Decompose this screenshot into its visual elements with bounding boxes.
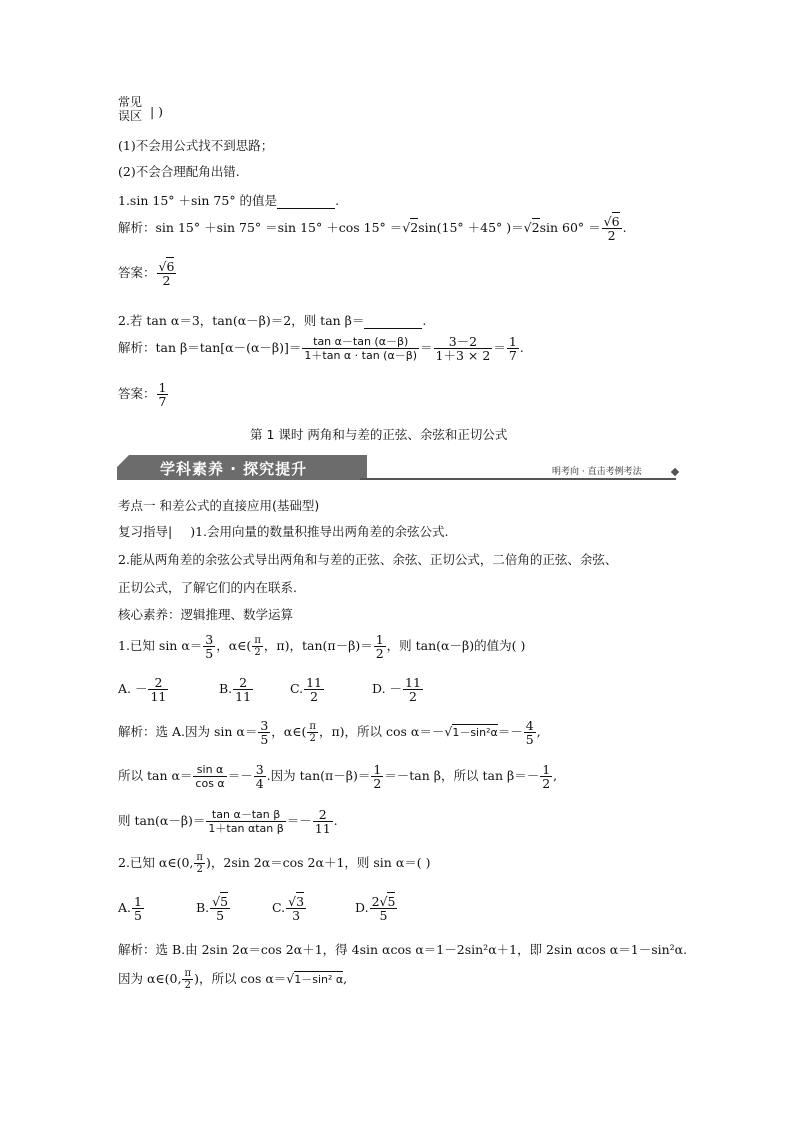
fraction bbox=[403, 676, 423, 703]
review-line-3: 正切公式，了解它们的内在联系. bbox=[118, 580, 297, 595]
text: 因为 α∈(0, bbox=[118, 971, 182, 986]
numerator: 1 bbox=[375, 632, 384, 647]
fraction bbox=[540, 763, 552, 790]
q2-end: . bbox=[422, 313, 427, 328]
fraction bbox=[507, 335, 519, 362]
denominator: 2 bbox=[184, 980, 191, 991]
fraction bbox=[182, 968, 193, 991]
denominator: 1＋tan α · tan (α－β) bbox=[304, 349, 418, 362]
option-label: C. bbox=[272, 900, 286, 915]
option-label: B. bbox=[196, 900, 210, 915]
text: )，所以 cos α＝ bbox=[194, 971, 287, 986]
review-label: 复习指导| bbox=[118, 524, 173, 539]
banner-subtitle: 明考向 · 直击考例考法 bbox=[552, 467, 642, 477]
q2-question bbox=[118, 311, 426, 329]
p1-option-b[interactable] bbox=[219, 676, 254, 703]
numerator: sin α bbox=[193, 763, 226, 777]
denominator: 3 bbox=[292, 908, 301, 923]
text: ＝－ bbox=[286, 813, 312, 828]
denominator: 11 bbox=[235, 689, 252, 704]
numerator: 1 bbox=[158, 380, 167, 395]
numerator: 11 bbox=[405, 675, 421, 690]
equals: ＝ bbox=[420, 340, 433, 355]
text: ，α∈( bbox=[271, 724, 307, 739]
numerator: tan α－tan β bbox=[206, 808, 285, 822]
fraction bbox=[157, 381, 169, 408]
text: )，2sin 2α＝cos 2α＋1，则 sin α＝( ) bbox=[205, 855, 431, 870]
core-competence: 核心素养：逻辑推理、数学运算 bbox=[118, 607, 294, 622]
solution-text: tan β＝tan[α－(α－β)]＝ bbox=[155, 340, 302, 355]
denominator: 5 bbox=[260, 732, 269, 747]
section-heading: 考点一 和差公式的直接应用(基础型) bbox=[118, 498, 320, 513]
q2-text: 2.若 tan α＝3，tan(α－β)＝2，则 tan β＝ bbox=[118, 313, 365, 328]
fraction bbox=[194, 852, 205, 875]
coefficient: 2 bbox=[371, 894, 380, 909]
option-label: B. bbox=[219, 681, 233, 696]
denominator: 1＋3 × 2 bbox=[435, 348, 491, 363]
fraction bbox=[258, 719, 270, 746]
option-label: C. bbox=[290, 681, 304, 696]
misconception-label bbox=[118, 95, 142, 123]
denominator: 2 bbox=[196, 864, 203, 875]
numerator: 2 bbox=[233, 676, 253, 690]
text: .因为 tan(π－β)＝ bbox=[266, 768, 371, 783]
fraction bbox=[252, 635, 263, 658]
option-label: D. － bbox=[372, 681, 403, 696]
solution-end: . bbox=[622, 220, 627, 235]
numerator: 3 bbox=[255, 762, 264, 777]
numerator: 3－2 bbox=[434, 335, 493, 349]
answer-prefix: 答案： bbox=[118, 386, 156, 401]
numerator: 4 bbox=[525, 718, 534, 733]
lesson-title: 第 1 课时 两角和与差的正弦、余弦和正切公式 bbox=[250, 427, 508, 442]
diamond-icon bbox=[671, 468, 679, 476]
answer-prefix: 答案： bbox=[118, 265, 156, 280]
denominator: cos α bbox=[195, 777, 225, 790]
numerator: π bbox=[254, 635, 261, 646]
denominator: 2 bbox=[254, 647, 261, 658]
review-text: )1.会用向量的数量积推导出两角差的余弦公式. bbox=[190, 524, 449, 539]
numerator: 3 bbox=[296, 894, 305, 909]
fraction bbox=[524, 719, 536, 746]
fraction bbox=[302, 335, 419, 362]
label-top: 常见 bbox=[118, 95, 143, 109]
denominator: 2 bbox=[162, 273, 171, 288]
fraction bbox=[132, 895, 144, 922]
denominator: 5 bbox=[379, 908, 388, 923]
q2-solution bbox=[118, 335, 524, 362]
numerator: 1 bbox=[134, 894, 142, 909]
text: ＝－ bbox=[497, 724, 523, 739]
review-guide bbox=[118, 522, 449, 540]
denominator: 7 bbox=[158, 394, 167, 409]
numerator: π bbox=[196, 852, 203, 863]
text: ，则 tan(α－β)的值为( ) bbox=[386, 638, 526, 653]
denominator: 4 bbox=[255, 776, 264, 791]
p2-option-c[interactable] bbox=[272, 895, 307, 922]
denominator: 2 bbox=[409, 689, 417, 704]
denominator: 5 bbox=[134, 908, 142, 923]
option-label: A. － bbox=[118, 681, 148, 696]
fraction: $\frac{√6}{2}$ bbox=[603, 214, 620, 243]
denominator: 2 bbox=[607, 228, 616, 243]
p1-solution-line-2 bbox=[118, 763, 557, 790]
text: ，π)，所以 cos α＝－ bbox=[318, 724, 445, 739]
denominator: 1＋tan αtan β bbox=[208, 822, 284, 835]
numerator: 5 bbox=[220, 894, 229, 909]
answer-blank bbox=[364, 313, 422, 329]
p1-solution-line-3 bbox=[118, 808, 338, 835]
solution-end: . bbox=[519, 340, 524, 355]
fraction bbox=[254, 763, 266, 790]
p2-solution-line-1: 解析：选 B.由 2sin 2α＝cos 2α＋1，得 4sin αcos α＝1－2sin²α＋1，即 2sin αcos α＝1－sin²α. bbox=[118, 942, 688, 957]
label-bottom: 误区 bbox=[118, 109, 143, 123]
denominator: 5 bbox=[205, 646, 214, 661]
denominator: 2 bbox=[310, 689, 319, 704]
text: ，α∈( bbox=[216, 638, 252, 653]
numerator: tan α－tan (α－β) bbox=[302, 335, 419, 349]
p2-option-d[interactable] bbox=[355, 895, 398, 922]
p2-option-a[interactable] bbox=[118, 895, 145, 922]
text: 所以 tan α＝ bbox=[118, 768, 193, 783]
q2-answer bbox=[118, 381, 169, 408]
numerator: 11 bbox=[306, 675, 322, 690]
denominator: 11 bbox=[150, 689, 167, 704]
q1-solution: 解析：sin 15° ＋sin 75° ＝sin 15° ＋cos 15° ＝√2sin(15° ＋45° )＝√2sin 60° ＝ $\frac{√6}{2}$ . bbox=[118, 214, 627, 243]
numerator: 1 bbox=[508, 334, 517, 349]
text: 2.已知 α∈(0, bbox=[118, 855, 194, 870]
numerator: 6 bbox=[166, 259, 175, 274]
option-label: D. bbox=[355, 900, 369, 915]
sqrt-value: 1－sin² α bbox=[294, 973, 344, 986]
text: 1.已知 sin α＝ bbox=[118, 638, 203, 653]
fraction bbox=[313, 808, 333, 835]
p1-solution-line-1: 解析：选 A.因为 sin α＝ $\frac{3}{5}$ ，α∈( $\frac{\pi}{2}$ ，π)，所以 cos α＝－√1－sin²α＝－ $\frac{4}{5}$ , bbox=[118, 718, 541, 747]
numerator: π bbox=[184, 968, 192, 979]
review-line-2: 2.能从两角差的余弦公式导出两角和与差的正弦、余弦、正切公式，二倍角的正弦、余弦、 bbox=[118, 552, 618, 567]
numerator: π bbox=[309, 721, 316, 732]
denominator: 2 bbox=[542, 776, 551, 791]
numerator: 3 bbox=[260, 718, 269, 733]
solution-text: sin 15° ＋sin 75° ＝sin 15° ＋cos 15° ＝ bbox=[155, 220, 403, 235]
fraction: $\frac{√5}{5}$ bbox=[212, 894, 229, 923]
fraction bbox=[206, 808, 285, 835]
fraction: $\frac{√6}{2}$ bbox=[158, 259, 175, 288]
numerator: 3 bbox=[205, 632, 214, 647]
denominator: 5 bbox=[216, 908, 225, 923]
numerator: 2 bbox=[313, 808, 333, 822]
denominator: 11 bbox=[314, 821, 331, 836]
misconception-item-2: (2)不会合理配角出错. bbox=[118, 164, 240, 179]
misconception-item-1: (1)不会用公式找不到思路； bbox=[118, 138, 274, 153]
numerator: 6 bbox=[611, 214, 620, 229]
sqrt-value: 1－sin²α bbox=[452, 726, 498, 739]
p1-option-a[interactable] bbox=[118, 676, 169, 703]
solution-mid2: sin 60° ＝ bbox=[539, 220, 601, 235]
equals: ＝ bbox=[493, 340, 506, 355]
text: ＝－tan β，所以 tan β＝－ bbox=[384, 768, 540, 783]
solution-prefix: 解析： bbox=[118, 220, 156, 235]
fraction: $\frac{2√5}{5}$ bbox=[371, 894, 396, 923]
text: 则 tan(α－β)＝ bbox=[118, 813, 206, 828]
label-bracket: | ) bbox=[150, 104, 164, 119]
p1-option-d[interactable] bbox=[372, 676, 424, 703]
p2-question bbox=[118, 852, 430, 875]
fraction bbox=[203, 633, 215, 660]
q1-question bbox=[118, 191, 339, 209]
fraction bbox=[193, 763, 226, 790]
q1-text: 1.sin 15° ＋sin 75° 的值是 bbox=[118, 193, 278, 208]
denominator: 2 bbox=[373, 776, 382, 791]
option-label: A. bbox=[118, 900, 132, 915]
numerator: 1 bbox=[373, 762, 382, 777]
fraction bbox=[233, 676, 253, 703]
text: ＝－ bbox=[227, 768, 253, 783]
denominator: 2 bbox=[375, 646, 384, 661]
fraction: $\frac{√3}{3}$ bbox=[288, 894, 305, 923]
banner-fold bbox=[117, 455, 129, 467]
text: , bbox=[553, 768, 558, 783]
q1-end: . bbox=[335, 193, 340, 208]
p1-option-c[interactable] bbox=[290, 676, 325, 703]
solution-prefix: 解析： bbox=[118, 340, 156, 355]
p1-question bbox=[118, 633, 525, 660]
denominator: 2 bbox=[309, 733, 316, 744]
fraction bbox=[148, 676, 168, 703]
text: 解析：选 A.因为 sin α＝ bbox=[118, 724, 258, 739]
sqrt-value: 2 bbox=[410, 220, 419, 235]
text: . bbox=[333, 813, 338, 828]
p2-solution-line-2: 因为 α∈(0, $\frac{\pi}{2}$ )，所以 cos α＝√1－sin² α, bbox=[118, 968, 348, 991]
text: , bbox=[536, 724, 541, 739]
fraction bbox=[307, 721, 318, 744]
fraction bbox=[371, 763, 383, 790]
sqrt-value: 2 bbox=[531, 220, 540, 235]
numerator: 5 bbox=[387, 894, 396, 909]
solution-mid: sin(15° ＋45° )＝ bbox=[418, 220, 524, 235]
banner-title: 学科素养 · 探究提升 bbox=[160, 460, 308, 478]
fraction bbox=[374, 633, 386, 660]
answer-blank bbox=[277, 193, 335, 209]
text: ，π)，tan(π－β)＝ bbox=[263, 638, 373, 653]
q1-answer bbox=[118, 260, 177, 287]
banner-rule bbox=[360, 478, 676, 480]
numerator: 2 bbox=[148, 676, 168, 690]
numerator: 1 bbox=[542, 762, 551, 777]
fraction bbox=[434, 335, 493, 362]
p2-option-b[interactable] bbox=[196, 895, 231, 922]
text: , bbox=[343, 971, 348, 986]
denominator: 7 bbox=[508, 348, 517, 363]
fraction bbox=[304, 676, 324, 703]
denominator: 5 bbox=[525, 732, 534, 747]
